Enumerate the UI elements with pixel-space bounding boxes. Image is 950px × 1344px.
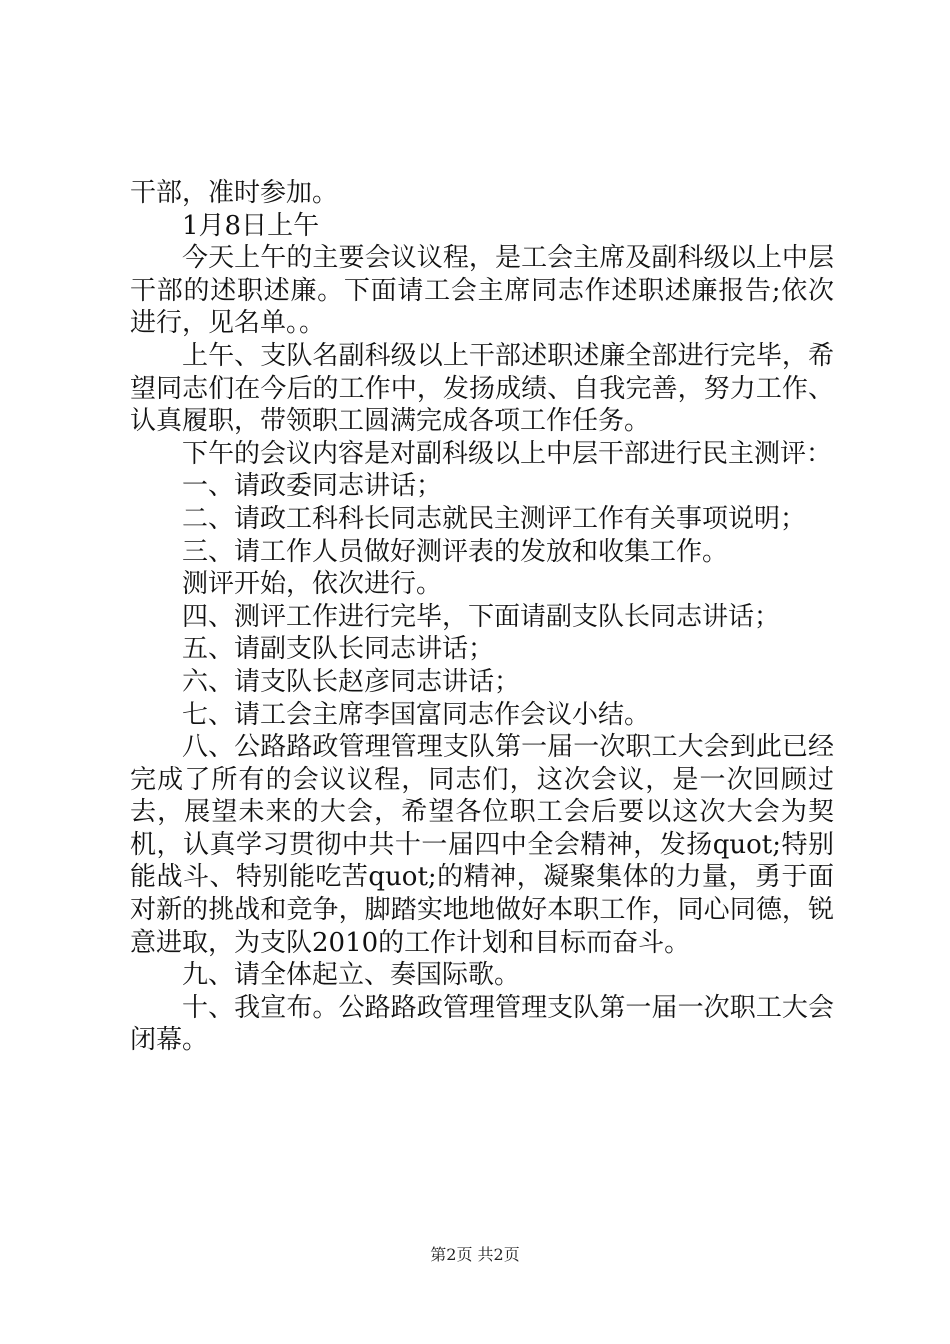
paragraph: 下午的会议内容是对副科级以上中层干部进行民主测评： [182, 438, 833, 469]
paragraph: 八、公路路政管理管理支队第一届一次职工大会到此已经完成了所有的会议议程，同志们，这次会议，是一次回顾过去，展望未来的大会，希望各位职工会后要以这次大会为契机，认真学习贯彻中共十一届四中全会精神，发扬quot;特别能战斗、特别能吃苦quot;的精神，凝聚集体的力量，勇于面对新的挑战和竞争，脚踏实地地做好本职工作，同心同德，锐意进取，为支队2010的工作计划和目标而奋斗。 [130, 732, 834, 958]
paragraph: 今天上午的主要会议议程，是工会主席及副科级以上中层干部的述职述廉。下面请工会主席同志作述职述廉报告;依次进行，见名单。。 [130, 243, 834, 339]
paragraph: 测评开始，依次进行。 [182, 569, 443, 600]
paragraph: 五、请副支队长同志讲话； [182, 634, 495, 665]
paragraph: 二、请政工科科长同志就民主测评工作有关事项说明； [182, 503, 807, 534]
paragraph: 七、请工会主席李国富同志作会议小结。 [182, 699, 651, 730]
page-footer [0, 1242, 950, 1265]
paragraph: 九、请全体起立、奏国际歌。 [182, 960, 521, 991]
paragraph: 上午、支队名副科级以上干部述职述廉全部进行完毕，希望同志们在今后的工作中，发扬成绩、自我完善，努力工作、认真履职，带领职工圆满完成各项工作任务。 [130, 340, 834, 437]
paragraph: 四、测评工作进行完毕，下面请副支队长同志讲话； [182, 601, 781, 632]
paragraph: 1月8日上午 [182, 210, 320, 241]
paragraph: 一、请政委同志讲话； [182, 471, 443, 502]
page-number: 第2页 共2页 [430, 1245, 520, 1264]
paragraph: 三、请工作人员做好测评表的发放和收集工作。 [182, 536, 729, 567]
document-body [130, 177, 834, 1057]
paragraph: 六、请支队长赵彦同志讲话； [182, 666, 521, 697]
paragraph: 干部，准时参加。 [130, 178, 339, 208]
paragraph: 十、我宣布。公路路政管理管理支队第一届一次职工大会闭幕。 [130, 992, 834, 1056]
